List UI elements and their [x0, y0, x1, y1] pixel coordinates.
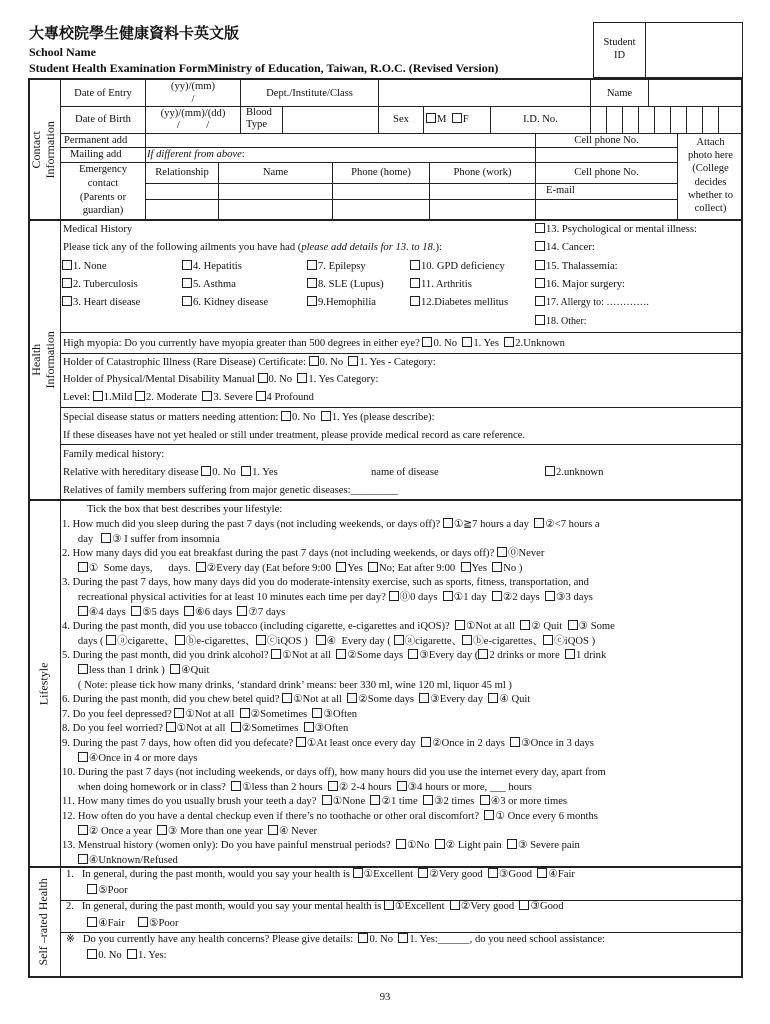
option-checkbox[interactable]	[174, 708, 184, 718]
option-checkbox[interactable]	[101, 533, 111, 543]
option-checkbox[interactable]	[312, 708, 322, 718]
option-checkbox[interactable]	[419, 693, 429, 703]
dept-label: Dept./Institute/Class	[266, 88, 353, 99]
option-checkbox[interactable]	[368, 562, 378, 572]
myopia-question: High myopia: Do you currently have myopia greater than 500 degrees in either eye? 0. No 1. Yes 2.Unknown	[63, 338, 565, 349]
sex-female-label: F	[462, 114, 469, 125]
lifestyle-line[interactable]: 11. How many times do you usually brush your teeth a day? ①None ②1 time ③2 times ④3 or more times	[62, 796, 568, 808]
disability-yes-checkbox[interactable]	[297, 373, 307, 383]
option-checkbox[interactable]	[175, 635, 185, 645]
option-checkbox[interactable]	[443, 591, 453, 601]
ailment-9[interactable]: 9.Hemophilia	[307, 296, 376, 310]
lifestyle-line[interactable]: 6. During the past month, did you chew betel quid? ①Not at all ②Some days ③Every day ④ Quit	[62, 694, 531, 706]
form-title: Student Health Examination FormMinistry of Education, Taiwan, R.O.C. (Revised Version)	[29, 61, 499, 75]
option-checkbox[interactable]	[462, 635, 472, 645]
option-checkbox[interactable]	[461, 562, 471, 572]
sex-options	[426, 113, 469, 127]
ailment-12[interactable]: 12.Diabetes mellitus	[410, 296, 508, 310]
option-checkbox[interactable]	[480, 795, 490, 805]
lifestyle-line[interactable]: 3. During the past 7 days, how many days did you do moderate-intensity exercise, such as sports, fitness, transportation, and	[62, 577, 589, 589]
option-checkbox[interactable]	[520, 620, 530, 630]
ailment-15[interactable]: 15. Thalassemia:	[535, 260, 618, 274]
level-profound-checkbox[interactable]	[256, 391, 266, 401]
option-checkbox[interactable]	[353, 868, 363, 878]
hereditary-no-checkbox[interactable]	[201, 466, 211, 476]
option-checkbox[interactable]	[78, 825, 88, 835]
id-no-label: I.D. No.	[523, 114, 558, 125]
lifestyle-line[interactable]: when doing homework or in class? ①less than 2 hours ② 2-4 hours ③4 hours or more, ___ hours	[62, 781, 532, 793]
ec-cell-header: Cell phone No.	[574, 167, 639, 178]
sex-male-checkbox[interactable]	[426, 113, 436, 123]
self-rated-divider	[60, 900, 743, 901]
option-checkbox[interactable]	[398, 933, 408, 943]
option-checkbox[interactable]	[78, 854, 88, 864]
ec-name-header: Name	[262, 167, 289, 178]
ailment-14[interactable]: 14. Cancer:	[535, 241, 595, 255]
hereditary-unknown[interactable]: 2.unknown	[545, 466, 603, 480]
option-checkbox[interactable]	[534, 518, 544, 528]
option-checkbox[interactable]	[396, 839, 406, 849]
ailment-16[interactable]: 16. Major surgery:	[535, 278, 625, 292]
option-checkbox[interactable]	[78, 562, 88, 572]
option-checkbox[interactable]	[484, 810, 494, 820]
self-rated-line[interactable]: ④Fair ⑤Poor	[66, 917, 179, 931]
option-checkbox[interactable]	[336, 649, 346, 659]
section-self-rated-label: Self –rated Health	[36, 878, 51, 966]
ec-relationship-header: Relationship	[155, 167, 209, 178]
hereditary-question: Relative with hereditary disease 0. No 1. Yes	[63, 467, 278, 478]
option-checkbox[interactable]	[231, 722, 241, 732]
ailment-13[interactable]: 13. Psychological or mental illness:	[535, 223, 697, 237]
sex-female-checkbox[interactable]	[452, 113, 462, 123]
dept-field[interactable]	[380, 82, 588, 104]
option-checkbox[interactable]	[537, 868, 547, 878]
option-checkbox[interactable]	[370, 795, 380, 805]
ailment-2[interactable]: 2. Tuberculosis	[62, 278, 138, 292]
option-checkbox[interactable]	[131, 606, 141, 616]
option-checkbox[interactable]	[304, 722, 314, 732]
option-checkbox[interactable]	[231, 781, 241, 791]
lifestyle-line[interactable]: 2. How many days did you eat breakfast during the past 7 days (not including weekends, or days off)? ⓪Never	[62, 548, 545, 560]
option-checkbox[interactable]	[170, 664, 180, 674]
special-disease-note: If these diseases have not yet healed or still under treatment, please provide medical record as care reference.	[63, 430, 526, 441]
ailment-18[interactable]: 18. Other:	[535, 315, 587, 329]
option-checkbox[interactable]	[184, 606, 194, 616]
option-checkbox[interactable]	[492, 562, 502, 572]
ec-phone-work-header: Phone (work)	[453, 167, 512, 178]
option-checkbox[interactable]	[545, 591, 555, 601]
lifestyle-line[interactable]: 10. During the past 7 days (not including weekends, or days off), how many hours did you use the internet every day, apart from	[62, 767, 606, 779]
ailment-1[interactable]: 1. None	[62, 260, 107, 274]
myopia-unknown-checkbox[interactable]	[504, 337, 514, 347]
sex-label: Sex	[393, 114, 409, 125]
level-mild-checkbox[interactable]	[93, 391, 103, 401]
page-number: 93	[379, 992, 391, 1003]
lifestyle-line[interactable]: ② Once a year ③ More than one year ④ Never	[62, 825, 317, 839]
option-checkbox[interactable]	[443, 518, 453, 528]
lifestyle-line[interactable]: 7. Do you feel depressed? ①Not at all ②Sometimes ③Often	[62, 708, 358, 720]
level-severe-checkbox[interactable]	[202, 391, 212, 401]
ailment-7[interactable]: 7. Epilepsy	[307, 260, 366, 274]
special-disease-question: Special disease status or matters needing attention: 0. No 1. Yes (please describe):	[63, 412, 435, 423]
option-checkbox[interactable]	[138, 917, 148, 927]
option-checkbox[interactable]	[87, 884, 97, 894]
option-checkbox[interactable]	[127, 949, 137, 959]
permanent-address-label: Permanent add	[64, 135, 128, 146]
attach-photo-note: Attach photo here (College decides whether to collect)	[687, 137, 733, 215]
name-label: Name	[606, 88, 633, 99]
title-chinese: 大專校院學生健康資料卡英文版	[29, 24, 240, 42]
ailment-3[interactable]: 3. Heart disease	[62, 296, 140, 310]
entry-slash: /	[191, 94, 195, 105]
ailment-6[interactable]: 6. Kidney disease	[182, 296, 268, 310]
myopia-yes-checkbox[interactable]	[462, 337, 472, 347]
section-contact-label: Contact Information	[29, 120, 58, 179]
self-rated-divider	[60, 932, 743, 933]
lifestyle-line[interactable]: 13. Menstrual history (women only): Do you have painful menstrual periods? ①No ② Light pain ③ Severe pain	[62, 840, 580, 852]
lifestyle-line[interactable]: 9. During the past 7 days, how often did you defecate? ①At least once every day ②Once in 2 days ③Once in 3 days	[62, 738, 594, 749]
catastrophic-no-checkbox[interactable]	[309, 356, 319, 366]
catastrophic-yes-checkbox[interactable]	[348, 356, 358, 366]
lifestyle-line[interactable]: ④Once in 4 or more days	[62, 752, 198, 766]
option-checkbox[interactable]	[358, 933, 368, 943]
option-checkbox[interactable]	[78, 664, 88, 674]
option-checkbox[interactable]	[510, 737, 520, 747]
mailing-address-hint: If different from above:	[147, 149, 245, 160]
disability-level: Level: 1.Mild 2. Moderate 3. Severe 4 Profound	[63, 392, 314, 403]
option-checkbox[interactable]	[196, 562, 206, 572]
blood-type-label: Blood Type	[246, 107, 272, 131]
option-checkbox[interactable]	[519, 900, 529, 910]
ailment-4[interactable]: 4. Hepatitis	[182, 260, 242, 274]
option-checkbox[interactable]	[423, 795, 433, 805]
option-checkbox[interactable]	[450, 900, 460, 910]
ailment-8[interactable]: 8. SLE (Lupus)	[307, 278, 384, 292]
hereditary-yes-checkbox[interactable]	[241, 466, 251, 476]
school-name: School Name	[29, 45, 96, 59]
medical-history-heading: Medical History	[63, 224, 133, 235]
option-checkbox[interactable]	[568, 620, 578, 630]
option-checkbox[interactable]	[87, 917, 97, 927]
option-checkbox[interactable]	[394, 635, 404, 645]
mailing-address-label: Mailing add	[70, 149, 122, 160]
lifestyle-line[interactable]: less than 1 drink ) ④Quit	[62, 664, 209, 678]
ailment-11[interactable]: 11. Arthritis	[410, 278, 472, 292]
option-checkbox[interactable]	[336, 562, 346, 572]
name-field[interactable]	[650, 82, 741, 104]
family-history-heading: Family medical history:	[63, 449, 165, 460]
name-of-disease-label: name of disease	[371, 467, 439, 478]
lifestyle-line[interactable]: 4. During the past month, did you use tobacco (including cigarette, e-cigarettes and iQOS)? ①Not at all ② Quit ③ Some	[62, 621, 615, 633]
ailment-10[interactable]: 10. GPD deficiency	[410, 260, 505, 274]
option-checkbox[interactable]	[384, 900, 394, 910]
option-checkbox[interactable]	[418, 868, 428, 878]
option-checkbox[interactable]	[271, 649, 281, 659]
option-checkbox[interactable]	[389, 591, 399, 601]
catastrophic-question: Holder of Catastrophic Illness (Rare Disease) Certificate: 0. No 1. Yes - Category:	[63, 357, 436, 368]
emergency-contact-label: Emergency contact (Parents or guardian)	[78, 164, 128, 217]
option-checkbox[interactable]	[237, 606, 247, 616]
lifestyle-line[interactable]: 1. How much did you sleep during the past 7 days (not including weekends, or days off)? ①≧7 hours a day ②<7 hours a	[62, 519, 600, 530]
option-checkbox[interactable]	[347, 693, 357, 703]
cell-phone-label: Cell phone No.	[574, 135, 639, 146]
lifestyle-line[interactable]: days ( ⓐcigarette、 ⓑe-cigarettes、 ⓒiQOS ) ④ Every day ( ⓐcigarette、 ⓑe-cigarettes、 ⓒiQOS )	[62, 635, 596, 647]
ec-email-label: E-mail	[546, 185, 575, 196]
option-checkbox[interactable]	[78, 752, 88, 762]
option-checkbox[interactable]	[87, 949, 97, 959]
sex-male-label: M	[437, 114, 447, 125]
self-rated-line[interactable]: ⑤Poor	[66, 884, 128, 898]
special-no-checkbox[interactable]	[281, 411, 291, 421]
medical-history-instruction: Please tick any of the following ailments you have had (please add details for 13. to 18.):	[63, 242, 442, 253]
student-id-label: Student ID	[603, 37, 636, 61]
option-checkbox[interactable]	[455, 620, 465, 630]
self-rated-line[interactable]: 1. In general, during the past month, would you say your health is ①Excellent ②Very good ③Good ④Fair	[66, 869, 575, 880]
ec-phone-home-header: Phone (home)	[351, 167, 411, 178]
option-checkbox[interactable]	[507, 839, 517, 849]
dob-format-hint: (yy)/(mm)/(dd)	[160, 108, 226, 119]
option-checkbox[interactable]	[328, 781, 338, 791]
option-checkbox[interactable]	[435, 839, 445, 849]
ailment-5[interactable]: 5. Asthma	[182, 278, 236, 292]
lifestyle-line[interactable]: ④4 days ⑤5 days ⑥6 days ⑦7 days	[62, 606, 285, 620]
option-checkbox[interactable]	[157, 825, 167, 835]
disability-question: Holder of Physical/Mental Disability Manual 0. No 1. Yes Category:	[63, 374, 379, 385]
section-health-label: Health Information	[29, 331, 58, 389]
option-checkbox[interactable]	[296, 737, 306, 747]
self-rated-line[interactable]: ※ Do you currently have any health concerns? Please give details: 0. No 1. Yes:______, do you need school assistance:	[66, 933, 605, 945]
option-checkbox[interactable]	[240, 708, 250, 718]
lifestyle-intro: Tick the box that best describes your lifestyle:	[87, 504, 283, 515]
relatives-genetic-line: Relatives of family members suffering from major genetic diseases:_________	[63, 485, 399, 496]
option-checkbox[interactable]	[543, 635, 553, 645]
option-checkbox[interactable]	[78, 606, 88, 616]
option-checkbox[interactable]	[256, 635, 266, 645]
section-lifestyle-label: Lifestyle	[36, 662, 51, 705]
option-checkbox[interactable]	[488, 868, 498, 878]
option-checkbox[interactable]	[492, 591, 502, 601]
self-rated-line[interactable]: 0. No 1. Yes:	[66, 949, 167, 963]
option-checkbox[interactable]	[268, 825, 278, 835]
option-checkbox[interactable]	[478, 649, 488, 659]
disability-no-checkbox[interactable]	[258, 373, 268, 383]
lifestyle-line[interactable]: 8. Do you feel worried? ①Not at all ②Sometimes ③Often	[62, 723, 349, 735]
special-yes-checkbox[interactable]	[321, 411, 331, 421]
lifestyle-line[interactable]: ① Some days, days. ②Every day (Eat before 9:00 Yes No; Eat after 9:00 Yes No )	[62, 562, 522, 576]
lifestyle-line[interactable]: ④Unknown/Refused	[62, 854, 178, 868]
option-checkbox[interactable]	[282, 693, 292, 703]
option-checkbox[interactable]	[166, 722, 176, 732]
option-checkbox[interactable]	[408, 649, 418, 659]
lifestyle-line[interactable]: 12. How often do you have a dental checkup even if there’s no toothache or other oral discomfort? ① Once every 6 months	[62, 811, 598, 822]
option-checkbox[interactable]	[397, 781, 407, 791]
level-moderate-checkbox[interactable]	[135, 391, 145, 401]
lifestyle-line[interactable]: day ③ I suffer from insomnia	[62, 533, 220, 545]
option-checkbox[interactable]	[316, 635, 326, 645]
option-checkbox[interactable]	[497, 547, 507, 557]
option-checkbox[interactable]	[565, 649, 575, 659]
option-checkbox[interactable]	[488, 693, 498, 703]
entry-format-hint: (yy)/(mm)	[170, 81, 216, 92]
self-rated-line[interactable]: 2. In general, during the past month, would you say your mental health is ①Excellent ②Very good ③Good	[66, 901, 564, 913]
ailment-17[interactable]: 17. Allergy to: ………….	[535, 296, 649, 310]
date-of-birth-label: Date of Birth	[75, 114, 131, 125]
option-checkbox[interactable]	[421, 737, 431, 747]
option-checkbox[interactable]	[106, 635, 116, 645]
option-checkbox[interactable]	[322, 795, 332, 805]
myopia-no-checkbox[interactable]	[422, 337, 432, 347]
lifestyle-line[interactable]: 5. During the past month, did you drink alcohol? ①Not at all ②Some days ③Every day ( 2 drinks or more 1 drink	[62, 650, 607, 662]
dob-slashes: / /	[176, 120, 210, 131]
lifestyle-line[interactable]: recreational physical activities for at least 10 minutes each time per day? ⓪0 days ①1 day ②2 days ③3 days	[62, 592, 593, 603]
lifestyle-line[interactable]: ( Note: please tick how many drinks, ‘standard drink’ means: beer 330 ml, wine 120 ml, liquor 45 ml )	[62, 679, 512, 691]
date-of-entry-label: Date of Entry	[74, 88, 132, 99]
